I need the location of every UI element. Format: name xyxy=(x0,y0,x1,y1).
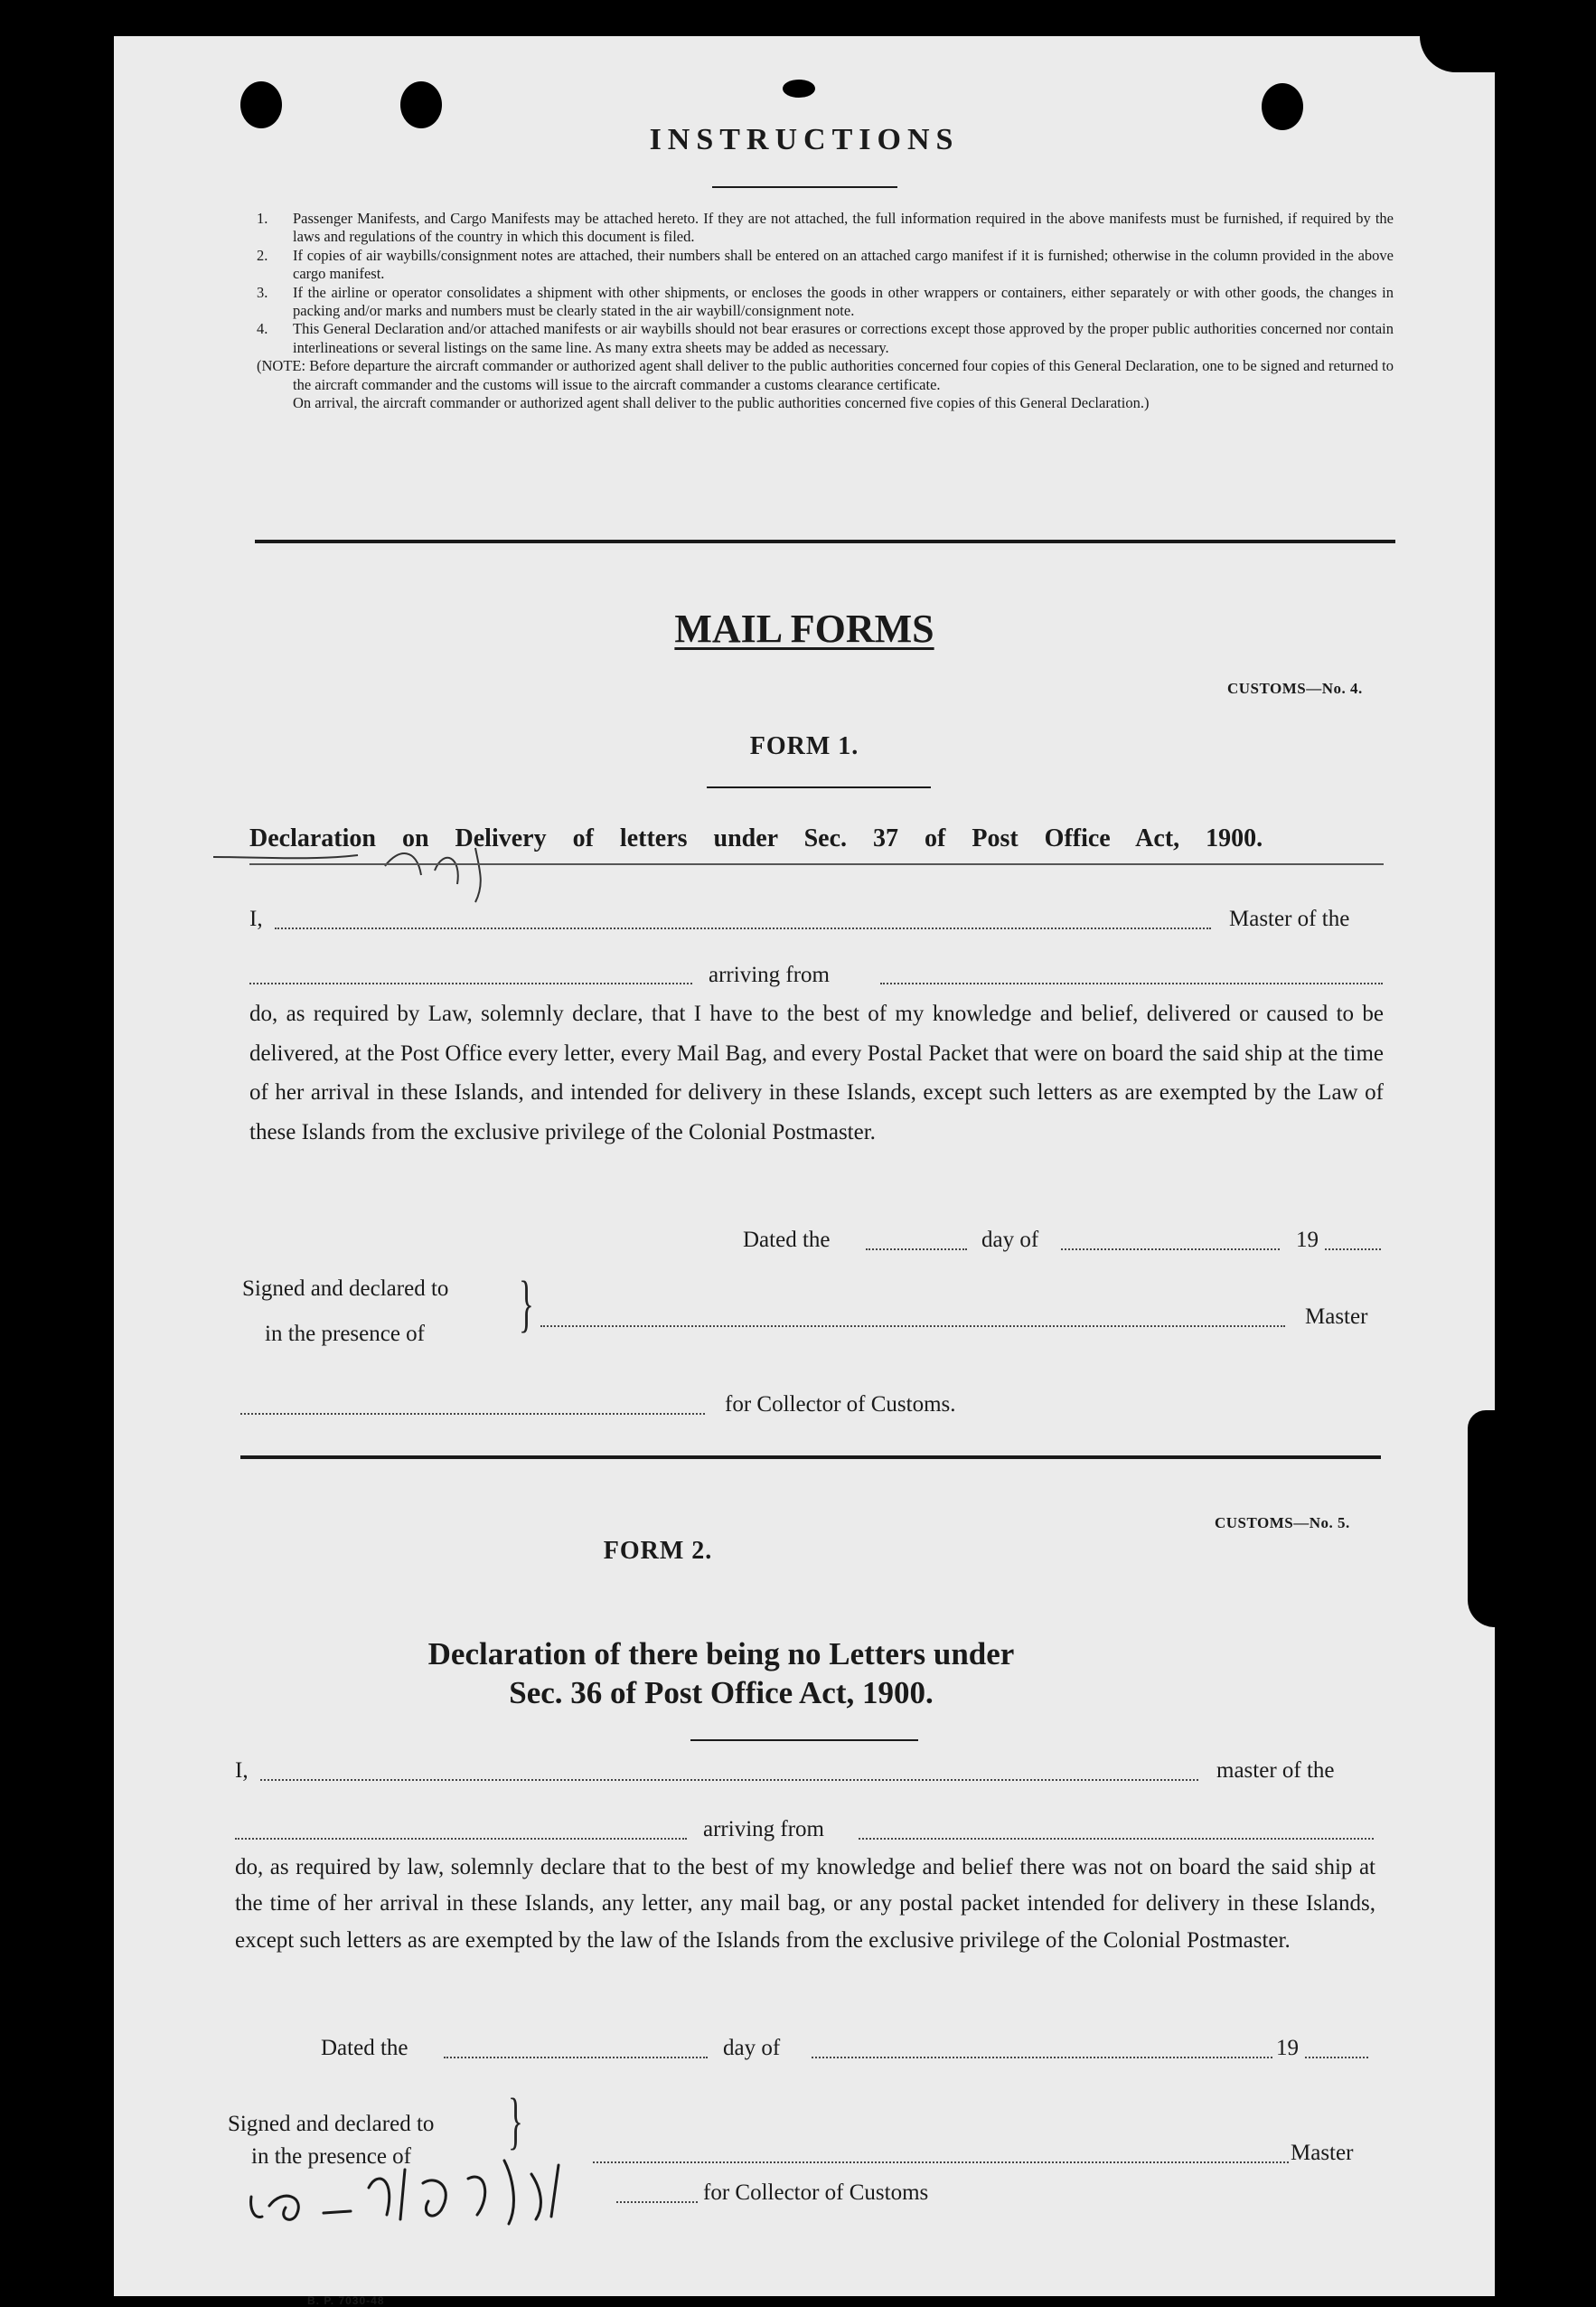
form1-dated-the: Dated the xyxy=(743,1228,831,1252)
instruction-text: If the airline or operator consolidates a shipment with other shipments, or encloses the goods in other wrappers or containers, either separately or with other goods, the changes in packing and/or marks and numbers must be clearly stated in the air waybill/consignment note. xyxy=(293,283,1394,320)
form1-day-of: day of xyxy=(981,1228,1039,1252)
form2-declaration-line1: Declaration of there being no Letters under xyxy=(427,1636,1015,1671)
torn-edge xyxy=(1468,1410,1495,1627)
handwritten-mark xyxy=(204,821,530,911)
form2-declaration-line2: Sec. 36 of Post Office Act, 1900. xyxy=(509,1675,934,1710)
form1-signed-line1: Signed and declared to xyxy=(242,1276,449,1301)
signature-field[interactable] xyxy=(540,1325,1285,1327)
port-field[interactable] xyxy=(880,983,1383,984)
form2-master-of-the: master of the xyxy=(1216,1758,1335,1783)
form1-year: 19 xyxy=(1296,1228,1319,1252)
instruction-note: (NOTE: Before departure the aircraft commander or authorized agent shall deliver to the public authorities concerned four copies of this General Declaration, one to be signed and returned to the aircraft commander and the customs will issue to the aircraft commander a customs clearance certificate. xyxy=(257,357,1394,393)
instruction-note-arrival: On arrival, the aircraft commander or authorized agent shall deliver to the public authorities concerned five copies of this General Declaration.) xyxy=(293,394,1150,412)
date-day-field[interactable] xyxy=(444,2057,708,2058)
instruction-number: 1. xyxy=(257,210,268,227)
customs-number: CUSTOMS—No. 4. xyxy=(1227,680,1363,697)
form2-master: Master xyxy=(1291,2141,1354,2165)
instruction-text: If copies of air waybills/consignment notes are attached, their numbers shall be entered on an attached cargo manifest if it is furnished; otherwise in the column provided in the above cargo manifest. xyxy=(293,246,1394,283)
date-day-field[interactable] xyxy=(866,1248,967,1250)
instruction-number: 4. xyxy=(257,320,268,338)
collector-field[interactable] xyxy=(240,1413,705,1415)
form1-signed-line2: in the presence of xyxy=(265,1322,426,1346)
name-field[interactable] xyxy=(260,1779,1198,1781)
mail-forms-title: MAIL FORMS xyxy=(674,607,934,651)
document-page xyxy=(114,36,1495,2307)
instruction-item xyxy=(257,284,1394,321)
instruction-text: This General Declaration and/or attached manifests or air waybills should not bear erasures or corrections except those approved by the proper public authorities concerned nor contain interlineations or several listings on the same line. As many extra sheets may be added as necessary. xyxy=(293,320,1394,356)
date-month-field[interactable] xyxy=(812,2057,1272,2058)
ink-blot xyxy=(783,80,815,98)
instruction-number: 3. xyxy=(257,283,268,301)
section-divider xyxy=(255,540,1395,543)
form1-i-label: I, xyxy=(249,907,263,931)
form-divider xyxy=(240,1455,1381,1459)
port-field[interactable] xyxy=(859,1838,1374,1840)
name-field[interactable] xyxy=(275,928,1211,929)
brace: } xyxy=(519,1269,534,1339)
instruction-item xyxy=(257,210,1394,247)
title-underline xyxy=(712,186,897,188)
form2-signed-line2: in the presence of xyxy=(251,2144,412,2169)
instructions-list xyxy=(257,210,1394,412)
signature-field[interactable] xyxy=(593,2161,1289,2163)
instruction-text: Passenger Manifests, and Cargo Manifests may be attached hereto. If they are not attached, the full information required in the above manifests must be furnished, if required by the laws and regulations of the country in which this document is filed. xyxy=(293,210,1394,246)
punch-hole xyxy=(400,81,442,128)
ship-name-field[interactable] xyxy=(235,1838,687,1840)
form2-year: 19 xyxy=(1276,2036,1299,2060)
form-code: B. P. 7030-48 xyxy=(307,2294,385,2307)
form1-body: do, as required by Law, solemnly declare, that I have to the best of my knowledge and belief, delivered or caused to be delivered, at the Post Office every letter, every Mail Bag, and every Postal Packet that were on board the said ship at the time of her arrival in these Islands, and intended for delivery in these Islands, except such letters as are exempted by the Law of these Islands from the exclusive privilege of the Colonial Postmaster. xyxy=(249,1002,1384,1144)
form1-title: FORM 1. xyxy=(749,732,859,760)
form2-dated-the: Dated the xyxy=(321,2036,408,2060)
form-title-underline xyxy=(707,786,931,788)
instructions-title: INSTRUCTIONS xyxy=(649,123,960,156)
form1-master: Master xyxy=(1305,1304,1368,1329)
form1-master-of-the: Master of the xyxy=(1229,907,1350,931)
form1-arriving-from: arriving from xyxy=(709,963,830,987)
writing-line xyxy=(249,863,1384,865)
instruction-item xyxy=(257,320,1394,357)
ship-name-field[interactable] xyxy=(249,983,692,984)
date-year-field[interactable] xyxy=(1305,2057,1368,2058)
form2-body: do, as required by law, solemnly declare that to the best of my knowledge and belief there was not on board the said ship at the time of her arrival in these Islands, any letter, any mail bag, or any postal packet intended for delivery in these Islands, except such letters as are exempted by the law of the Islands from the exclusive privilege of the Colonial Postmaster. xyxy=(235,1855,1375,1953)
form2-i-label: I, xyxy=(235,1758,249,1783)
form2-title: FORM 2. xyxy=(603,1537,713,1565)
form1-for-collector: for Collector of Customs. xyxy=(725,1392,956,1417)
form2-day-of: day of xyxy=(723,2036,781,2060)
form2-declaration xyxy=(114,1634,1495,1712)
form-title-underline xyxy=(690,1739,918,1741)
form1-declaration: Declaration on Delivery of letters under Sec. 37 of Post Office Act, 1900. xyxy=(249,824,1263,852)
brace: } xyxy=(508,2086,523,2156)
instruction-number: 2. xyxy=(257,246,268,264)
form2-signed-line1: Signed and declared to xyxy=(228,2112,435,2136)
instruction-item xyxy=(257,247,1394,284)
punch-hole xyxy=(240,81,282,128)
torn-corner xyxy=(1420,36,1495,72)
form2-arriving-from: arriving from xyxy=(703,1817,824,1841)
handwritten-signature xyxy=(215,2133,613,2233)
date-month-field[interactable] xyxy=(1061,1248,1280,1250)
collector-field[interactable] xyxy=(616,2201,698,2203)
date-year-field[interactable] xyxy=(1325,1248,1381,1250)
form2-for-collector: for Collector of Customs xyxy=(703,2180,929,2205)
customs-number: CUSTOMS—No. 5. xyxy=(1215,1514,1350,1531)
